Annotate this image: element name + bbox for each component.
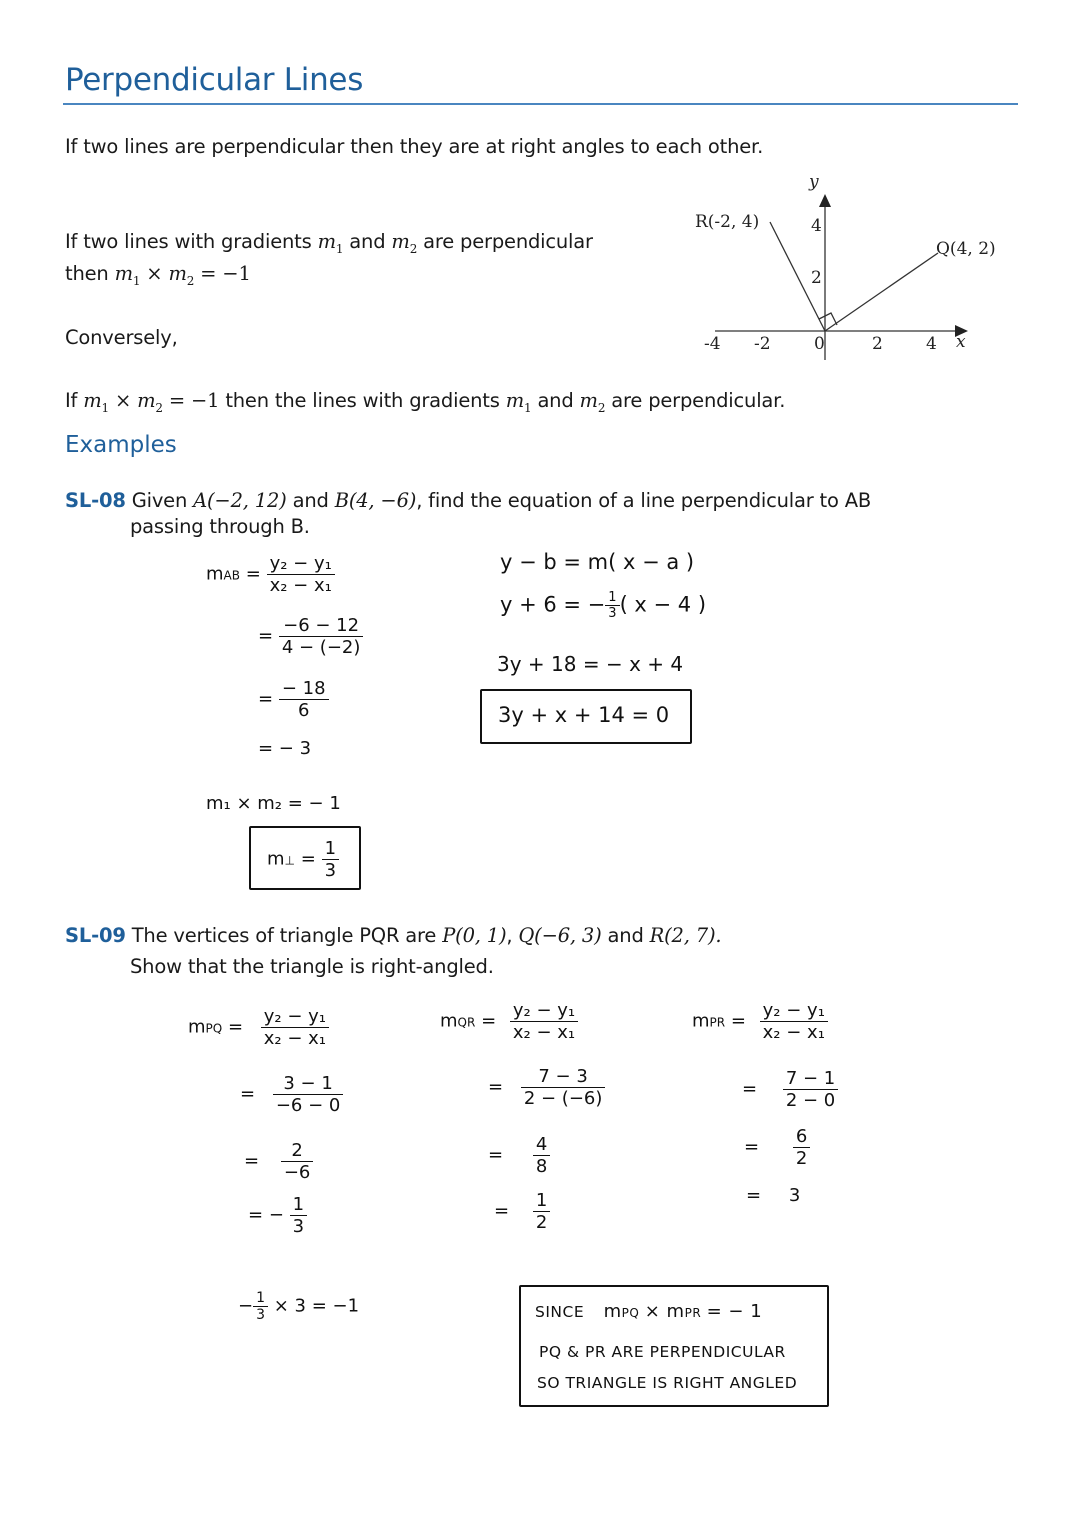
conclusion-line-3: SO TRIANGLE IS RIGHT ANGLED bbox=[537, 1374, 798, 1392]
svg-text:-2: -2 bbox=[754, 334, 771, 354]
sl08-substitution: y + 6 = − $\frac{1}{3}$ ( x − 4 ) bbox=[500, 590, 707, 621]
conversely-label: Conversely, bbox=[65, 326, 178, 349]
sl09-conclusion-box bbox=[519, 1285, 829, 1407]
sl09-gradient-qr: mQR = $\frac{\text{y₂ − y₁}}{\text{x₂ − x₁}}$ bbox=[440, 1000, 578, 1043]
svg-text:R(-2, 4): R(-2, 4) bbox=[695, 212, 760, 232]
sl08-product-rule: m₁ × m₂ = − 1 bbox=[206, 793, 341, 814]
sl09-pq-step3: = $\frac{2}{-6}$ bbox=[244, 1140, 313, 1183]
rule-text: If two lines with gradients bbox=[65, 230, 312, 253]
sl09-pr-result: = 3 bbox=[746, 1185, 801, 1206]
title-underline bbox=[63, 103, 1018, 105]
m2-symbol: $m_2$ bbox=[168, 262, 195, 288]
m2-symbol: $m_2$ bbox=[391, 230, 418, 256]
page-title: Perpendicular Lines bbox=[65, 62, 364, 98]
rule-line-2 bbox=[65, 258, 251, 297]
svg-text:-4: -4 bbox=[704, 334, 721, 354]
svg-text:y: y bbox=[809, 172, 819, 192]
svg-text:2: 2 bbox=[811, 268, 822, 288]
axes-graph bbox=[680, 165, 1020, 365]
sl09-question-line2: Show that the triangle is right-angled. bbox=[130, 955, 494, 978]
point-p: P(0, 1) bbox=[442, 924, 507, 947]
times-symbol: × bbox=[146, 262, 163, 285]
sl08-gradient-ab: mAB = $\frac{\text{y₂ − y₁}}{\text{x₂ − x₁}}$ bbox=[206, 553, 335, 596]
point-b: B(4, −6) bbox=[334, 489, 417, 512]
sl09-pq-step2: = $\frac{3 - 1}{-6 - 0}$ bbox=[240, 1073, 343, 1116]
m1-symbol: $m_1$ bbox=[114, 262, 141, 288]
sl09-gradient-pr: mPR = $\frac{\text{y₂ − y₁}}{\text{x₂ − x₁}}$ bbox=[692, 1000, 828, 1043]
sl09-gradient-pq: mPQ = $\frac{\text{y₂ − y₁}}{\text{x₂ − x₁}}$ bbox=[188, 1006, 329, 1049]
sl09-question: SL-09 The vertices of triangle PQR are P(0, 1), Q(−6, 3) and R(2, 7). bbox=[65, 924, 722, 947]
rule-text: then bbox=[65, 262, 109, 285]
sl08-step3: = $\frac{- 18}{6}$ bbox=[258, 678, 329, 721]
sl08-step2: = $\frac{-6 - 12}{4 - (-2)}$ bbox=[258, 615, 363, 658]
svg-text:x: x bbox=[956, 332, 966, 352]
rule-text: are perpendicular bbox=[423, 230, 593, 253]
point-r: R(2, 7). bbox=[649, 924, 722, 947]
rule-text: and bbox=[349, 230, 386, 253]
examples-heading: Examples bbox=[65, 432, 177, 458]
sl09-pr-step3: = $\frac{6}{2}$ bbox=[744, 1126, 810, 1169]
svg-text:4: 4 bbox=[926, 334, 937, 354]
svg-text:2: 2 bbox=[872, 334, 883, 354]
sl08-result: = − 3 bbox=[258, 738, 312, 759]
sl09-pr-step2: = $\frac{7 - 1}{2 - 0}$ bbox=[742, 1068, 838, 1111]
conclusion-line-2: PQ & PR ARE PERPENDICULAR bbox=[539, 1343, 786, 1361]
sl09-code: SL-09 bbox=[65, 924, 126, 947]
sl08-code: SL-08 bbox=[65, 489, 126, 512]
point-a: A(−2, 12) bbox=[193, 489, 287, 512]
sl09-qr-result: = $\frac{1}{2}$ bbox=[494, 1190, 550, 1233]
svg-text:4: 4 bbox=[811, 216, 822, 236]
equals-neg-one: = −1 bbox=[200, 262, 251, 285]
m1-symbol: $m_1$ bbox=[317, 230, 344, 256]
sl09-pq-result: = − $\frac{1}{3}$ bbox=[248, 1194, 307, 1237]
sl09-product-check: − $\frac{1}{3}$ × 3 = −1 bbox=[238, 1290, 360, 1323]
intro-text: If two lines are perpendicular then they are at right angles to each other. bbox=[65, 135, 764, 158]
sl08-question-line2: passing through B. bbox=[130, 515, 310, 538]
converse-statement: If $m_1 \times m_2 = -1$ then the lines with gradients $m_1$ and $m_2$ are perpendicular. bbox=[65, 389, 786, 415]
svg-text:Q(4, 2): Q(4, 2) bbox=[936, 239, 996, 259]
sl08-point-slope-formula: y − b = m( x − a ) bbox=[500, 550, 695, 574]
conclusion-line-1: SINCE mPQ × mPR = − 1 bbox=[535, 1301, 763, 1322]
point-q: Q(−6, 3) bbox=[518, 924, 602, 947]
sl09-qr-step3: = $\frac{4}{8}$ bbox=[488, 1134, 550, 1177]
sl09-qr-step2: = $\frac{7 - 3}{2 - (-6)}$ bbox=[488, 1066, 605, 1109]
sl08-question: SL-08 Given A(−2, 12) and B(4, −6), find the equation of a line perpendicular to AB bbox=[65, 489, 872, 512]
svg-text:0: 0 bbox=[814, 334, 825, 354]
sl08-answer: 3y + x + 14 = 0 bbox=[498, 703, 670, 727]
sl08-perp-gradient-box: m⊥ = $\frac{1}{3}$ bbox=[249, 826, 361, 890]
perpendicular-lines-diagram bbox=[680, 165, 1020, 365]
sl08-answer-box bbox=[480, 689, 692, 744]
sl08-expanded: 3y + 18 = − x + 4 bbox=[497, 652, 684, 676]
